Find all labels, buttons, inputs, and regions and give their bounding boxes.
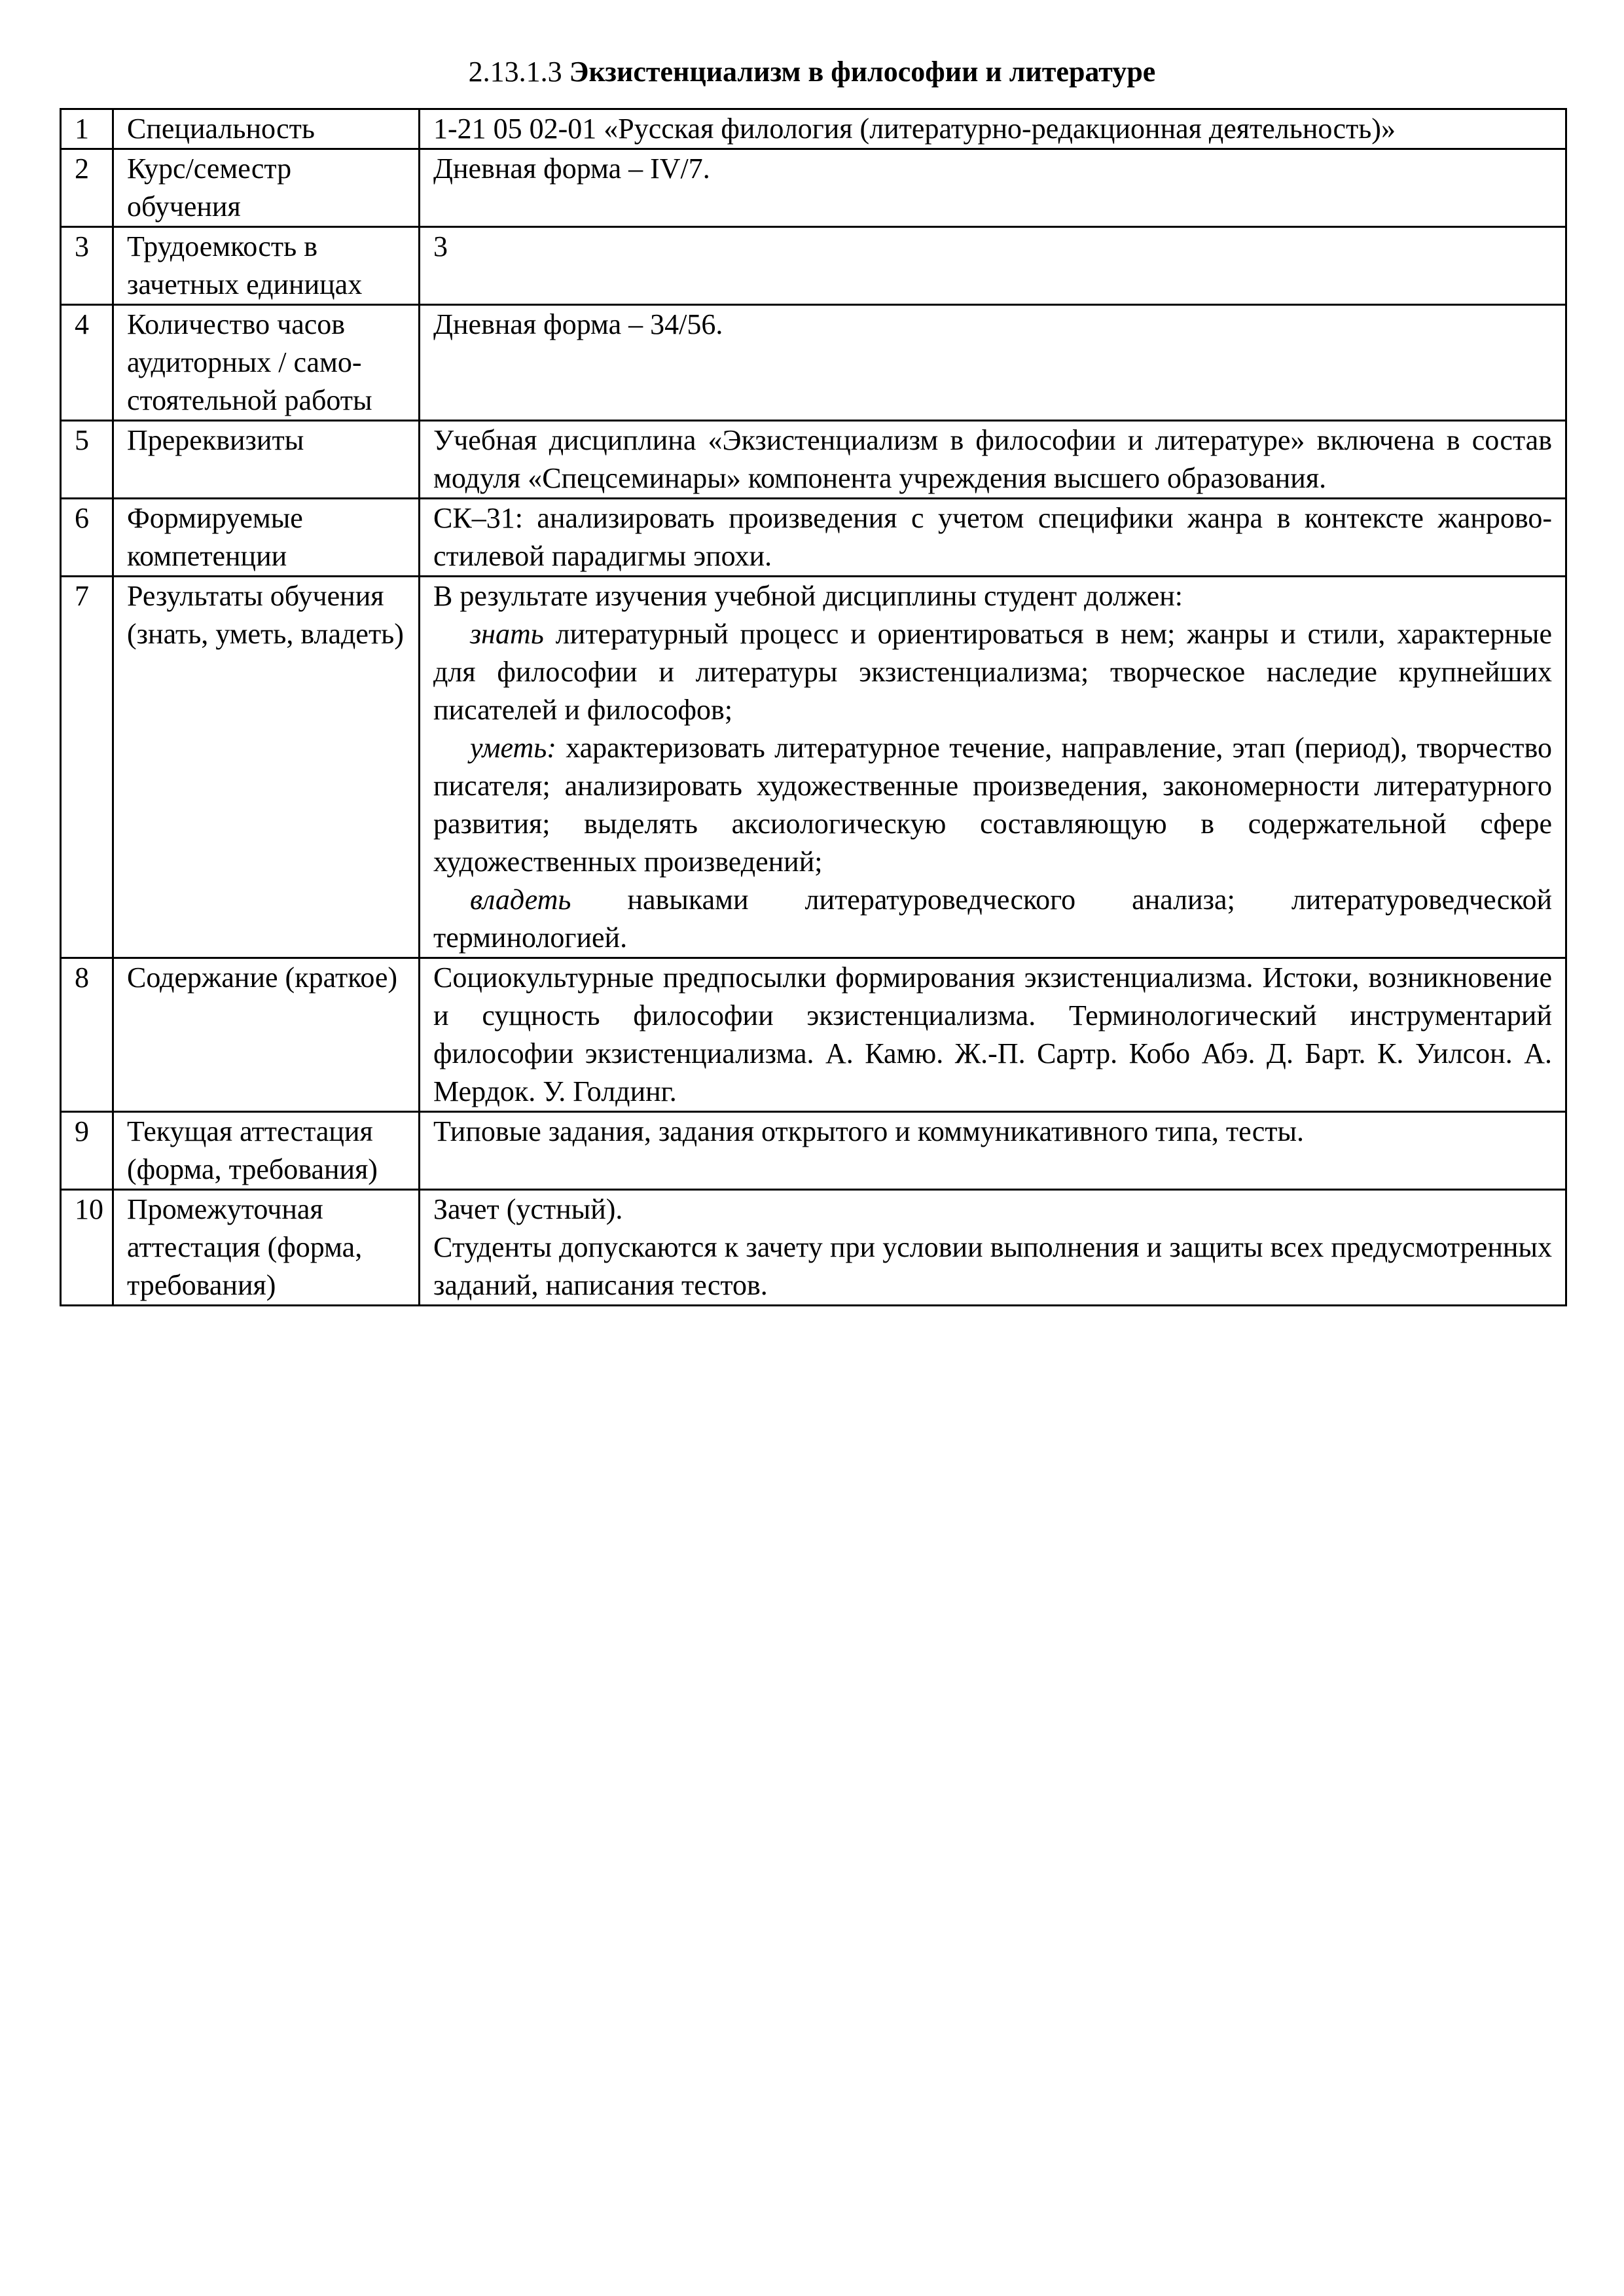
row-label: Результаты обучения (знать, уметь, владеть) <box>113 577 420 958</box>
row-value <box>420 1190 1566 1306</box>
row-number: 8 <box>61 958 113 1112</box>
outcome-own-text: навыками литературоведческого анализа; литературоведческой терминологией. <box>433 884 1552 954</box>
row-label: Пререквизиты <box>113 421 420 499</box>
row-label: Содержание (краткое) <box>113 958 420 1112</box>
row-value: Типовые задания, задания открытого и коммуникативного типа, тесты. <box>420 1112 1566 1190</box>
table-row <box>61 149 1566 227</box>
learning-outcomes-intro: В результате изучения учебной дисциплины студент должен: <box>433 580 1183 612</box>
outcome-own-term: владеть <box>470 884 571 916</box>
row-value: 1-21 05 02-01 «Русская филология (литературно-редакционная деятельность)» <box>420 109 1566 149</box>
row-value <box>420 577 1566 958</box>
row-number: 10 <box>61 1190 113 1306</box>
table-row <box>61 577 1566 958</box>
row-number: 9 <box>61 1112 113 1190</box>
title-number: 2.13.1.3 <box>468 56 562 88</box>
row-number: 6 <box>61 499 113 577</box>
title-text: Экзистенциализм в философии и литературе <box>569 56 1156 88</box>
table-row <box>61 1190 1566 1306</box>
outcome-can-term: уметь: <box>470 732 556 764</box>
row-value: 3 <box>420 227 1566 305</box>
outcome-know-text: литературный процесс и ориентироваться в нем; жанры и стили, характерные для философии и литературы экзистенциализма; творческое наследие крупнейших писателей и философов; <box>433 618 1552 726</box>
row-number: 2 <box>61 149 113 227</box>
row-number: 5 <box>61 421 113 499</box>
outcome-own <box>433 881 1552 957</box>
assessment-requirements: Студенты допускаются к зачету при условии выполнения и защиты всех предусмотренных заданий, написания тестов. <box>433 1231 1552 1301</box>
table-row <box>61 958 1566 1112</box>
row-number: 4 <box>61 305 113 421</box>
row-label: Промежуточная аттестация (форма, требования) <box>113 1190 420 1306</box>
row-number: 7 <box>61 577 113 958</box>
row-label: Формируемые компетенции <box>113 499 420 577</box>
row-value: Дневная форма – 34/56. <box>420 305 1566 421</box>
table-row <box>61 499 1566 577</box>
course-spec-table <box>60 108 1567 1306</box>
table-row <box>61 1112 1566 1190</box>
row-label: Трудоемкость в зачетных единицах <box>113 227 420 305</box>
row-value: СК–31: анализировать произведения с учетом специфики жанра в контексте жанрово-стилевой парадигмы эпохи. <box>420 499 1566 577</box>
row-value: Учебная дисциплина «Экзистенциализм в философии и литературе» включена в состав модуля «Спецсеминары» компонента учреждения высшего образования. <box>420 421 1566 499</box>
row-number: 1 <box>61 109 113 149</box>
outcome-know-term: знать <box>470 618 544 650</box>
row-label: Специальность <box>113 109 420 149</box>
assessment-form: Зачет (устный). <box>433 1193 623 1225</box>
row-value: Социокультурные предпосылки формирования экзистенциализма. Истоки, возникновение и сущность философии экзистенциализма. Терминологический инструментарий философии экзистенциализма. А. Камю. Ж.-П. Сартр. Кобо Абэ. Д. Барт. К. Уилсон. А. Мердок. У. Голдинг. <box>420 958 1566 1112</box>
outcome-know <box>433 615 1552 729</box>
table-row <box>61 227 1566 305</box>
table-row <box>61 109 1566 149</box>
row-label: Курс/семестр обучения <box>113 149 420 227</box>
row-label: Количество часов аудиторных / само-стоятельной работы <box>113 305 420 421</box>
outcome-can <box>433 729 1552 881</box>
document-title <box>0 54 1624 90</box>
table-row <box>61 421 1566 499</box>
row-value: Дневная форма – IV/7. <box>420 149 1566 227</box>
row-number: 3 <box>61 227 113 305</box>
row-label: Текущая аттестация (форма, требования) <box>113 1112 420 1190</box>
table-row <box>61 305 1566 421</box>
outcome-can-text: характеризовать литературное течение, направление, этап (период), творчество писателя; анализировать художественные произведения, закономерности литературного развития; выделять аксиологическую составляющую в содержательной сфере художественных произведений; <box>433 732 1552 878</box>
